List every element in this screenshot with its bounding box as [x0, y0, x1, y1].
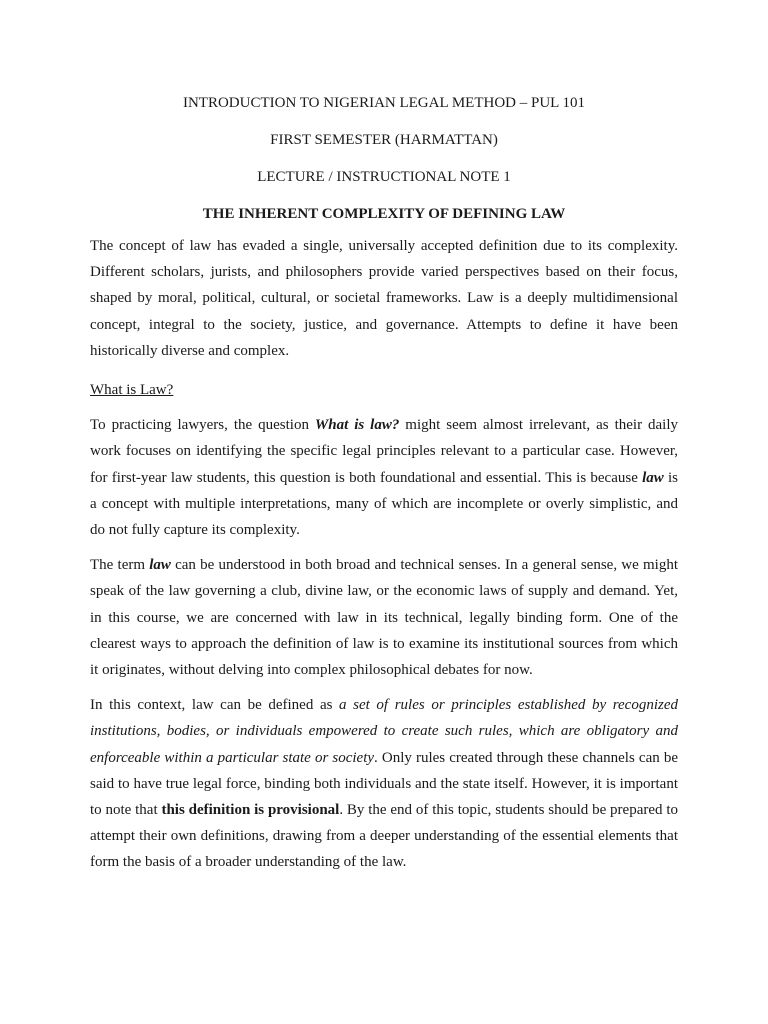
intro-paragraph: The concept of law has evaded a single, universally accepted definition due to its complexity. Different scholars, jurists, and philosophers provide varied perspectives based on their focus, shaped by moral, political, cultural, or societal frameworks. Law is a deeply multidimensional concept, integral to the society, justice, and governance. Attempts to define it have been historically diverse and complex. — [90, 238, 678, 359]
text-run: The term — [90, 557, 150, 574]
text-run: In this context, law can be defined as — [90, 697, 340, 714]
text-run: . By the end of this topic, students should be prepared to attempt their own definitions, drawing from a deeper understanding of the essential elements that form the basis of a broader understanding of the law. — [90, 802, 678, 871]
course-title: INTRODUCTION TO NIGERIAN LEGAL METHOD – PUL 101 — [182, 95, 586, 111]
section-title: THE INHERENT COMPLEXITY OF DEFINING LAW — [202, 206, 566, 222]
semester-line: FIRST SEMESTER (HARMATTAN) — [270, 132, 498, 148]
emphasis-law: law — [642, 469, 664, 486]
paragraph-definition — [90, 692, 678, 875]
definition-italic: a set of rules or principles established by recognized institutions, bodies, or individuals empowered to create such rules, which are obligatory and enforceable within a particular state or society — [90, 697, 678, 766]
emphasis-provisional: this definition is provisional — [161, 802, 340, 819]
paragraph-term-law — [90, 552, 678, 683]
emphasis-law: law — [149, 557, 171, 574]
text-run: can be understood in both broad and technical senses. In a general sense, we might speak of the law governing a club, divine law, or the economic laws of supply and demand. Yet, in this course, we are concerned with law in its technical, legally binding form. One of the clearest ways to approach the definition of law is to examine its institutional sources from which it originates, without delving into complex philosophical debates for now. — [90, 557, 678, 679]
text-run: . Only rules created through these channels can be said to have true legal force, binding both individuals and the state itself. However, it is important to note that — [90, 749, 678, 819]
text-run: To practicing lawyers, the question — [90, 417, 315, 434]
text-run: is a concept with multiple interpretations, many of which are incomplete or overly simplistic, and do not fully capture its complexity. — [90, 469, 678, 539]
lecture-note-line: LECTURE / INSTRUCTIONAL NOTE 1 — [257, 169, 511, 185]
text-run: might seem almost irrelevant, as their daily work focuses on identifying the specific legal principles relevant to a particular case. However, for first-year law students, this question is both foundational and essential. This is because — [90, 417, 679, 486]
emphasis-question: What is law? — [314, 417, 400, 434]
subheading-what-is-law: What is Law? — [90, 382, 174, 399]
paragraph-lawyers — [90, 412, 678, 543]
